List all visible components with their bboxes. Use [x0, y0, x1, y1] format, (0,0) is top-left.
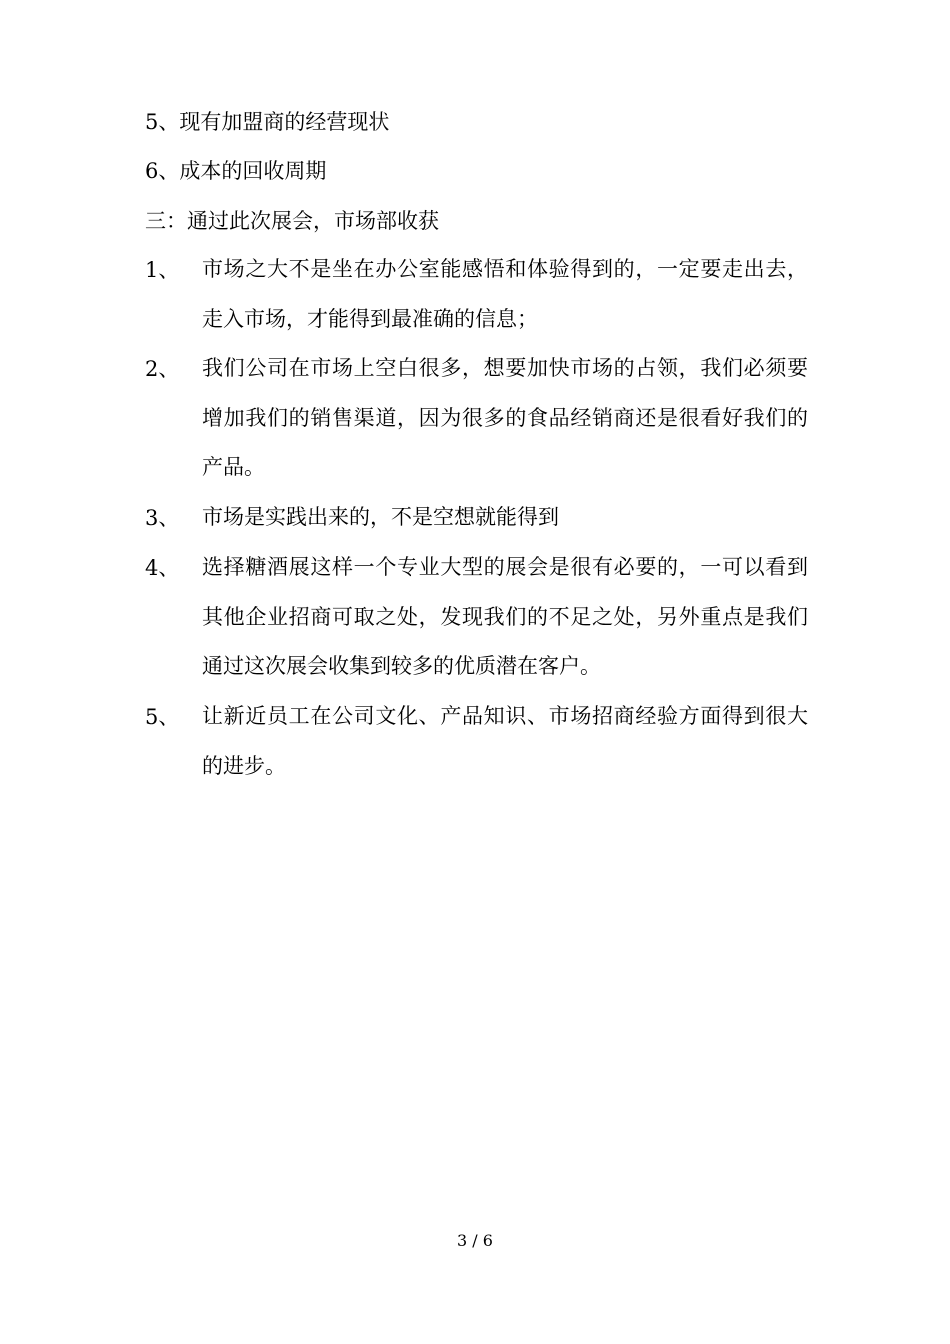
section-heading-gains: 三：通过此次展会，市场部收获 — [145, 209, 439, 233]
gain-item-text: 让新近员工在公司文化、产品知识、市场招商经验方面得到很大的进步。 — [202, 704, 808, 778]
list-line-payback-period: 6、成本的回收周期 — [145, 159, 327, 183]
gain-item-number: 5、 — [145, 705, 180, 729]
gain-item-text: 市场是实践出来的，不是空想就能得到 — [202, 505, 559, 530]
gain-item-text: 选择糖酒展这样一个专业大型的展会是很有必要的，一可以看到其他企业招商可取之处，发现我们的不足之处，另外重点是我们通过这次展会收集到较多的优质潜在客户。 — [202, 555, 808, 679]
page-number: 3 / 6 — [457, 1231, 493, 1250]
gain-item-number: 4、 — [145, 556, 180, 580]
gain-item-number: 2、 — [145, 357, 180, 381]
gain-item-number: 1、 — [145, 258, 180, 282]
gain-item-text: 市场之大不是坐在办公室能感悟和体验得到的，一定要走出去，走入市场，才能得到最准确的信息； — [202, 257, 808, 331]
gain-item-text: 我们公司在市场上空白很多，想要加快市场的占领，我们必须要增加我们的销售渠道，因为很多的食品经销商还是很看好我们的产品。 — [202, 356, 808, 480]
gain-item-number: 3、 — [145, 506, 180, 530]
list-line-franchisee-status: 5、现有加盟商的经营现状 — [145, 110, 390, 134]
